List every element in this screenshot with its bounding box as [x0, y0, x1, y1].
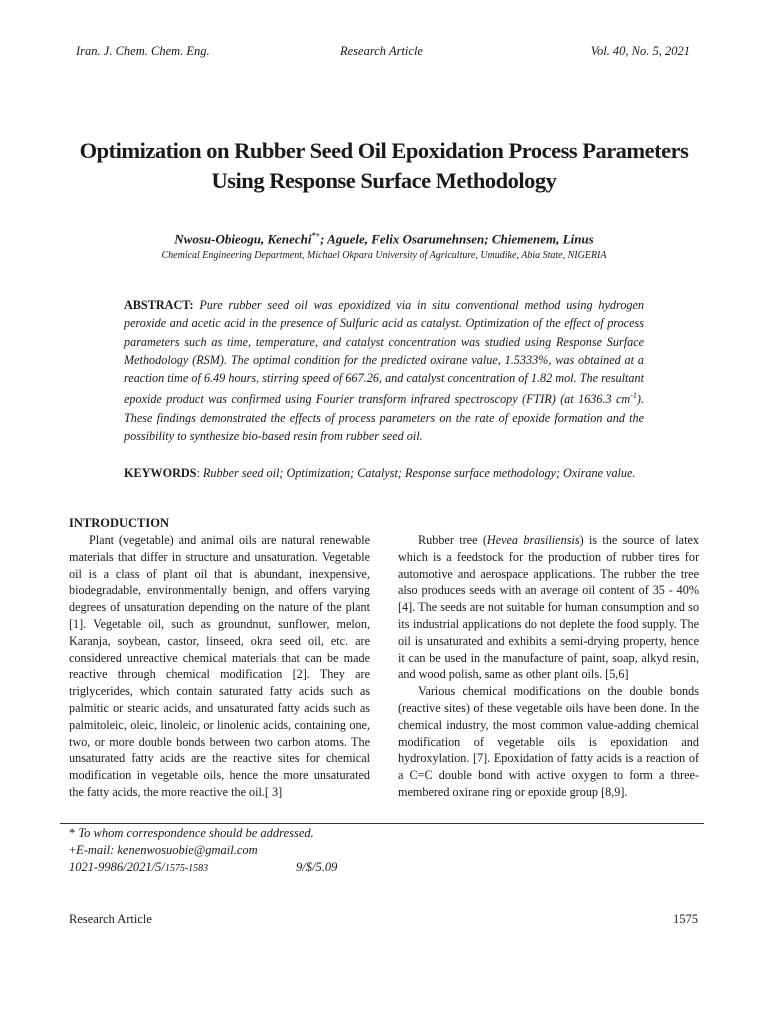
p2-text-b: ) is the source of latex which is a feedstock for the production of rubber tires for automotive and aerospace applications. The rubber the tree also produces seeds with an average oil content of 35 - 40% [4]. The seeds are not suitable for human consumption and so its industrial applications do not deplete the food supply. The oil is unsaturated and exhibits a semi-drying property, hence it can be used in the manufacture of paint, soap, alkyd resin, and wood polish, same as other plant oils. [5,6]	[398, 533, 699, 682]
keywords-text: Rubber seed oil; Optimization; Catalyst; Response surface methodology; Oxirane value.	[202, 466, 636, 480]
page-range: 1575-1583	[164, 863, 209, 874]
page-number: 1575	[673, 912, 698, 926]
author-marks: *+	[311, 231, 321, 240]
asterisk-mark: *	[69, 826, 76, 840]
email-address: E-mail: kenenwosuobie@gmail.com	[76, 843, 258, 857]
intro-paragraph-2	[398, 532, 699, 683]
article-type-header: Research Article	[340, 44, 423, 58]
author-list	[60, 231, 708, 247]
plus-mark: +	[69, 843, 77, 857]
keywords-sep: :	[196, 466, 203, 480]
p2-text-a: Rubber tree (	[418, 533, 487, 547]
intro-paragraph-1: Plant (vegetable) and animal oils are natural renewable materials that differ in structure and unsaturation. Vegetable oil is a class of plant oil that is abundant, inexpensive, biodegradable, environmentally benign, and offers varying degrees of unsaturation depending on the nature of the plant [1]. Vegetable oil, such as groundnut, sunflower, melon, Karanja, soybean, castor, linseed, okra seed oil, etc. are considered unreactive chemical materials that can be made reactive through chemical modification [2]. They are triglycerides, which contain saturated fatty acids such as palmitic or stearic acids, and unsaturated fatty acids such as palmitoleic, oleic, linoleic, or linolenic acids, containing one, two, or more double bonds between two carbon atoms. The unsaturated fatty acids are the reactive sites for chemical modification in vegetable oils, hence the more unsaturated the fatty acids, the more reactive the oil.[ 3]	[69, 533, 370, 799]
species-name: Hevea brasiliensis	[486, 533, 580, 547]
correspondence-note	[69, 826, 314, 841]
abstract-superscript: -1	[630, 391, 637, 401]
abstract-text-b: ). These findings demonstrated the effects of process parameters on the rate of epoxide formation and the possibility to synthesize bio-based resin from rubber seed oil.	[124, 392, 644, 443]
affiliation: Chemical Engineering Department, Michael Okpara University of Agriculture, Umudike, Abia State, NIGERIA	[161, 250, 607, 261]
keywords-label: KEYWORDS	[124, 466, 197, 480]
footnote-divider	[60, 823, 704, 824]
issn-text: 1021-9986/2021/5/	[69, 860, 165, 874]
volume-info: Vol. 40, No. 5, 2021	[590, 44, 690, 58]
footer-article-type: Research Article	[69, 912, 152, 926]
issn-note	[69, 860, 208, 875]
keywords	[124, 466, 684, 481]
co-authors: ; Aguele, Felix Osarumehnsen; Chiemenem, Linus	[320, 231, 594, 247]
abstract	[124, 296, 644, 445]
intro-paragraph-3: Various chemical modifications on the double bonds (reactive sites) of these vegetable oils have been done. In the chemical industry, the most common value-adding chemical modification of vegetable oils is epoxidation and hydroxylation. [7]. Epoxidation of fatty acids is a reaction of a C=C double bond with active oxygen to form a three-membered oxirane ring or epoxide group [8,9].	[398, 684, 699, 799]
correspondence-text: To whom correspondence should be addressed.	[75, 826, 314, 840]
title-line-2: Using Response Surface Methodology	[211, 168, 557, 193]
abstract-label: ABSTRACT:	[124, 298, 194, 312]
title-line-1: Optimization on Rubber Seed Oil Epoxidation Process Parameters	[79, 138, 689, 163]
right-column	[398, 532, 699, 801]
left-column	[69, 532, 370, 801]
abstract-text-a: Pure rubber seed oil was epoxidized via in situ conventional method using hydrogen peroxide and acetic acid in the presence of Sulfuric acid as catalyst. Optimization of the effect of process parameters such as time, temperature, and catalyst concentration was studied using Response Surface Methodology (RSM). The optimal condition for the predicted oxirane value, 1.5333%, was obtained at a reaction time of 6.49 hours, stirring speed of 667.26, and catalyst concentration of 1.82 mol. The resultant epoxide product was confirmed using Fourier transform infrared spectroscopy (FTIR) (at 1636.3 cm	[124, 298, 645, 407]
corresponding-author: Nwosu-Obieogu, Kenechi	[174, 231, 312, 247]
journal-name: Iran. J. Chem. Chem. Eng.	[76, 44, 210, 58]
email-note	[69, 843, 258, 858]
paper-title	[60, 136, 708, 196]
section-heading-introduction: INTRODUCTION	[69, 516, 170, 530]
price-code: 9/$/5.09	[296, 860, 338, 874]
